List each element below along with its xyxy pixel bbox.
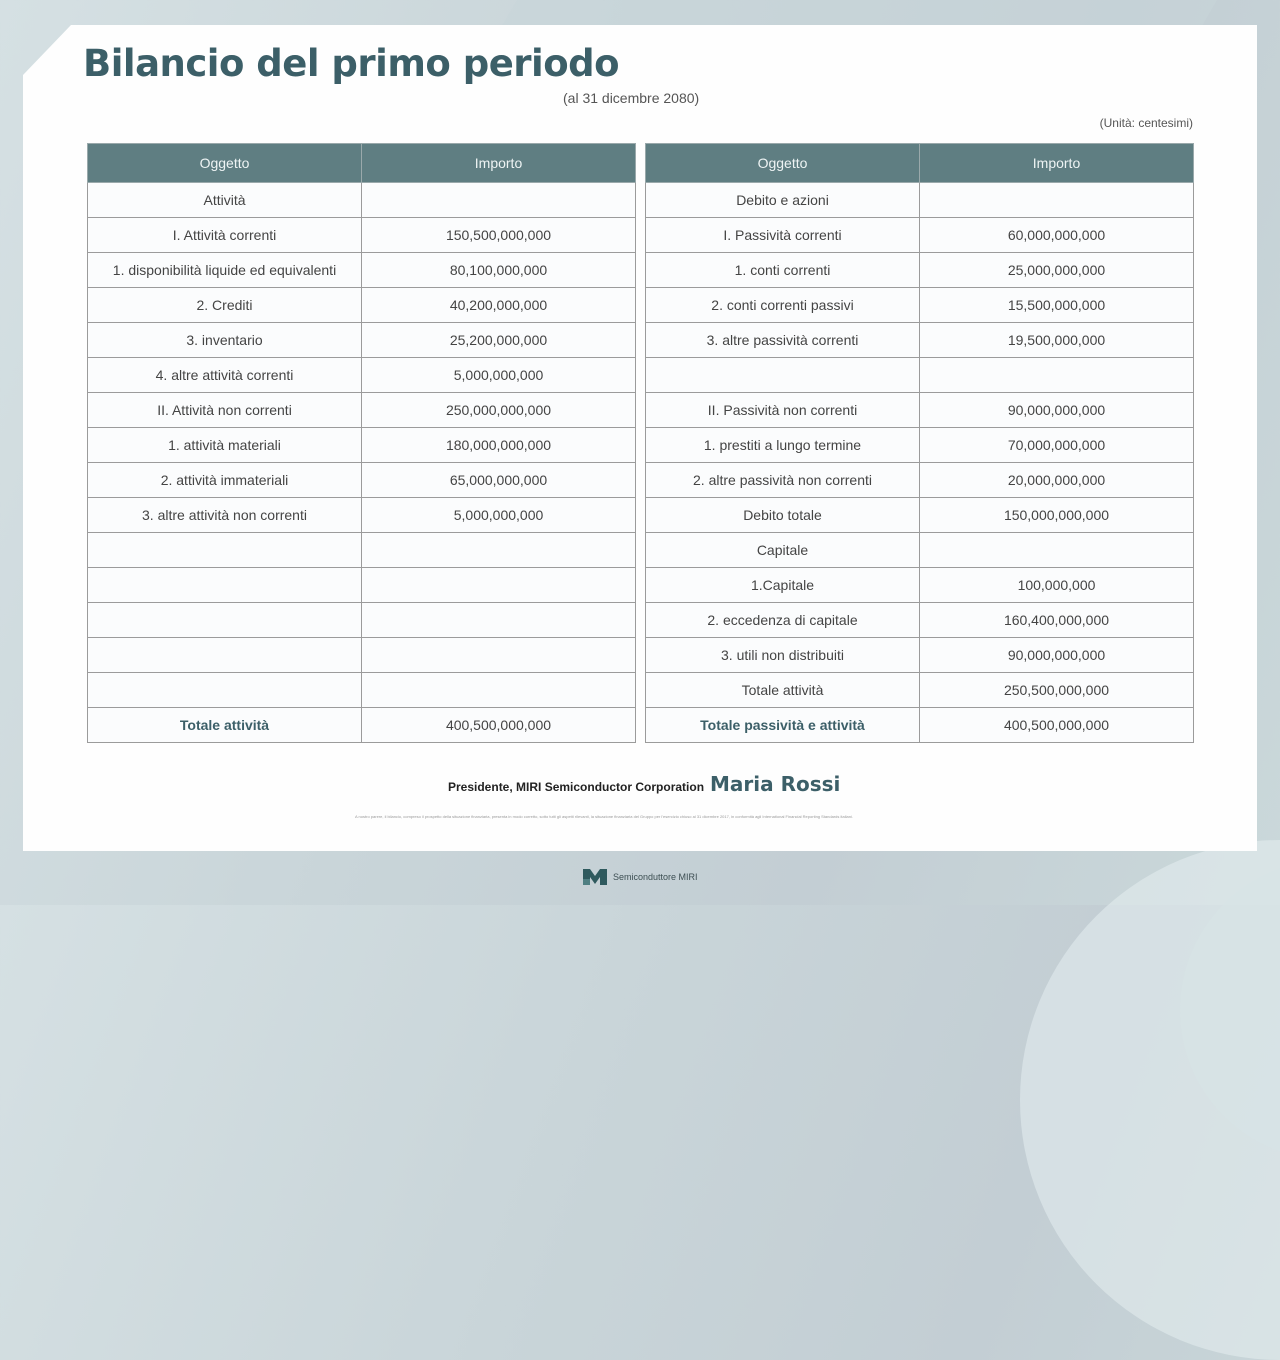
item-cell: Capitale <box>646 533 920 568</box>
amount-cell: 25,200,000,000 <box>362 323 636 358</box>
amount-cell: 19,500,000,000 <box>920 323 1194 358</box>
table-row <box>88 568 636 603</box>
amount-cell: 25,000,000,000 <box>920 253 1194 288</box>
column-header-amount: Importo <box>362 144 636 183</box>
column-header-item: Oggetto <box>88 144 362 183</box>
item-cell: 2. conti correnti passivi <box>646 288 920 323</box>
table-row <box>646 253 1194 288</box>
amount-cell: 160,400,000,000 <box>920 603 1194 638</box>
table-row <box>88 463 636 498</box>
amount-cell: 60,000,000,000 <box>920 218 1194 253</box>
item-cell: 1. disponibilità liquide ed equivalenti <box>88 253 362 288</box>
amount-cell: 65,000,000,000 <box>362 463 636 498</box>
amount-cell: 150,000,000,000 <box>920 498 1194 533</box>
table-row <box>88 253 636 288</box>
item-cell <box>88 568 362 603</box>
amount-cell <box>920 183 1194 218</box>
table-row <box>88 323 636 358</box>
item-cell <box>88 673 362 708</box>
total-row <box>88 708 636 743</box>
table-row <box>646 603 1194 638</box>
item-cell <box>88 638 362 673</box>
table-row <box>88 638 636 673</box>
amount-cell: 100,000,000 <box>920 568 1194 603</box>
item-cell: 4. altre attività correnti <box>88 358 362 393</box>
item-cell: Attività <box>88 183 362 218</box>
item-cell: Totale attività <box>646 673 920 708</box>
amount-cell: 40,200,000,000 <box>362 288 636 323</box>
table-row <box>646 358 1194 393</box>
table-row <box>88 358 636 393</box>
item-cell <box>88 533 362 568</box>
amount-cell <box>362 638 636 673</box>
table-row <box>88 603 636 638</box>
amount-cell: 90,000,000,000 <box>920 393 1194 428</box>
amount-cell: 15,500,000,000 <box>920 288 1194 323</box>
amount-cell: 80,100,000,000 <box>362 253 636 288</box>
amount-cell: 5,000,000,000 <box>362 358 636 393</box>
amount-cell: 180,000,000,000 <box>362 428 636 463</box>
amount-cell: 5,000,000,000 <box>362 498 636 533</box>
miri-logo-icon <box>583 869 607 885</box>
table-row <box>88 183 636 218</box>
column-header-item: Oggetto <box>646 144 920 183</box>
item-cell: 1. prestiti a lungo termine <box>646 428 920 463</box>
amount-cell: 20,000,000,000 <box>920 463 1194 498</box>
signatory-role: Presidente, MIRI Semiconductor Corporation <box>448 780 705 794</box>
total-row <box>646 708 1194 743</box>
table-row <box>646 218 1194 253</box>
page-title: Bilancio del primo periodo <box>83 42 620 85</box>
column-header-amount: Importo <box>920 144 1194 183</box>
amount-cell: 250,500,000,000 <box>920 673 1194 708</box>
amount-cell: 150,500,000,000 <box>362 218 636 253</box>
liabilities-table <box>645 143 1194 743</box>
item-cell: 3. inventario <box>88 323 362 358</box>
table-row <box>88 393 636 428</box>
item-cell: II. Passività non correnti <box>646 393 920 428</box>
item-cell <box>646 358 920 393</box>
item-cell: 1.Capitale <box>646 568 920 603</box>
assets-table <box>87 143 636 743</box>
amount-cell <box>362 603 636 638</box>
table-row <box>88 498 636 533</box>
table-row <box>646 673 1194 708</box>
table-row <box>88 428 636 463</box>
item-cell: 2. altre passività non correnti <box>646 463 920 498</box>
total-label: Totale attività <box>88 708 362 743</box>
item-cell: 2. attività immateriali <box>88 463 362 498</box>
table-row <box>646 533 1194 568</box>
item-cell: 1. attività materiali <box>88 428 362 463</box>
item-cell: I. Attività correnti <box>88 218 362 253</box>
amount-cell: 90,000,000,000 <box>920 638 1194 673</box>
brand-footer <box>583 869 698 885</box>
table-row <box>88 288 636 323</box>
table-row <box>646 393 1194 428</box>
item-cell: Debito totale <box>646 498 920 533</box>
brand-name: Semiconduttore MIRI <box>613 872 698 882</box>
amount-cell <box>362 673 636 708</box>
item-cell: II. Attività non correnti <box>88 393 362 428</box>
disclaimer-text: A nostro parere, il bilancio, compreso il prospetto della situazione finanziaria, presenta in modo corretto, sotto tutti gli aspetti rilevanti, la situazione finanziaria del Gruppo per l'esercizio chiuso al 31 dicembre 2017, in conformità agli International Financial Reporting Standards italiani. <box>355 814 853 819</box>
amount-cell <box>920 533 1194 568</box>
signatory-name: Maria Rossi <box>710 772 841 796</box>
table-row <box>646 288 1194 323</box>
item-cell: I. Passività correnti <box>646 218 920 253</box>
date-subtitle: (al 31 dicembre 2080) <box>563 90 700 106</box>
table-row <box>646 323 1194 358</box>
item-cell <box>88 603 362 638</box>
signature-block <box>448 772 840 796</box>
total-amount: 400,500,000,000 <box>920 708 1194 743</box>
table-row <box>88 673 636 708</box>
item-cell: 2. Crediti <box>88 288 362 323</box>
table-row <box>646 638 1194 673</box>
table-row <box>646 183 1194 218</box>
table-row <box>646 498 1194 533</box>
table-row <box>646 568 1194 603</box>
amount-cell: 250,000,000,000 <box>362 393 636 428</box>
item-cell: 3. altre attività non correnti <box>88 498 362 533</box>
item-cell: 2. eccedenza di capitale <box>646 603 920 638</box>
amount-cell: 70,000,000,000 <box>920 428 1194 463</box>
item-cell: 3. utili non distribuiti <box>646 638 920 673</box>
table-row <box>88 218 636 253</box>
table-row <box>88 533 636 568</box>
item-cell: 1. conti correnti <box>646 253 920 288</box>
amount-cell <box>362 568 636 603</box>
amount-cell <box>362 533 636 568</box>
amount-cell <box>920 358 1194 393</box>
unit-label: (Unità: centesimi) <box>1099 116 1193 130</box>
item-cell: 3. altre passività correnti <box>646 323 920 358</box>
table-row <box>646 428 1194 463</box>
item-cell: Debito e azioni <box>646 183 920 218</box>
amount-cell <box>362 183 636 218</box>
total-amount: 400,500,000,000 <box>362 708 636 743</box>
total-label: Totale passività e attività <box>646 708 920 743</box>
table-row <box>646 463 1194 498</box>
